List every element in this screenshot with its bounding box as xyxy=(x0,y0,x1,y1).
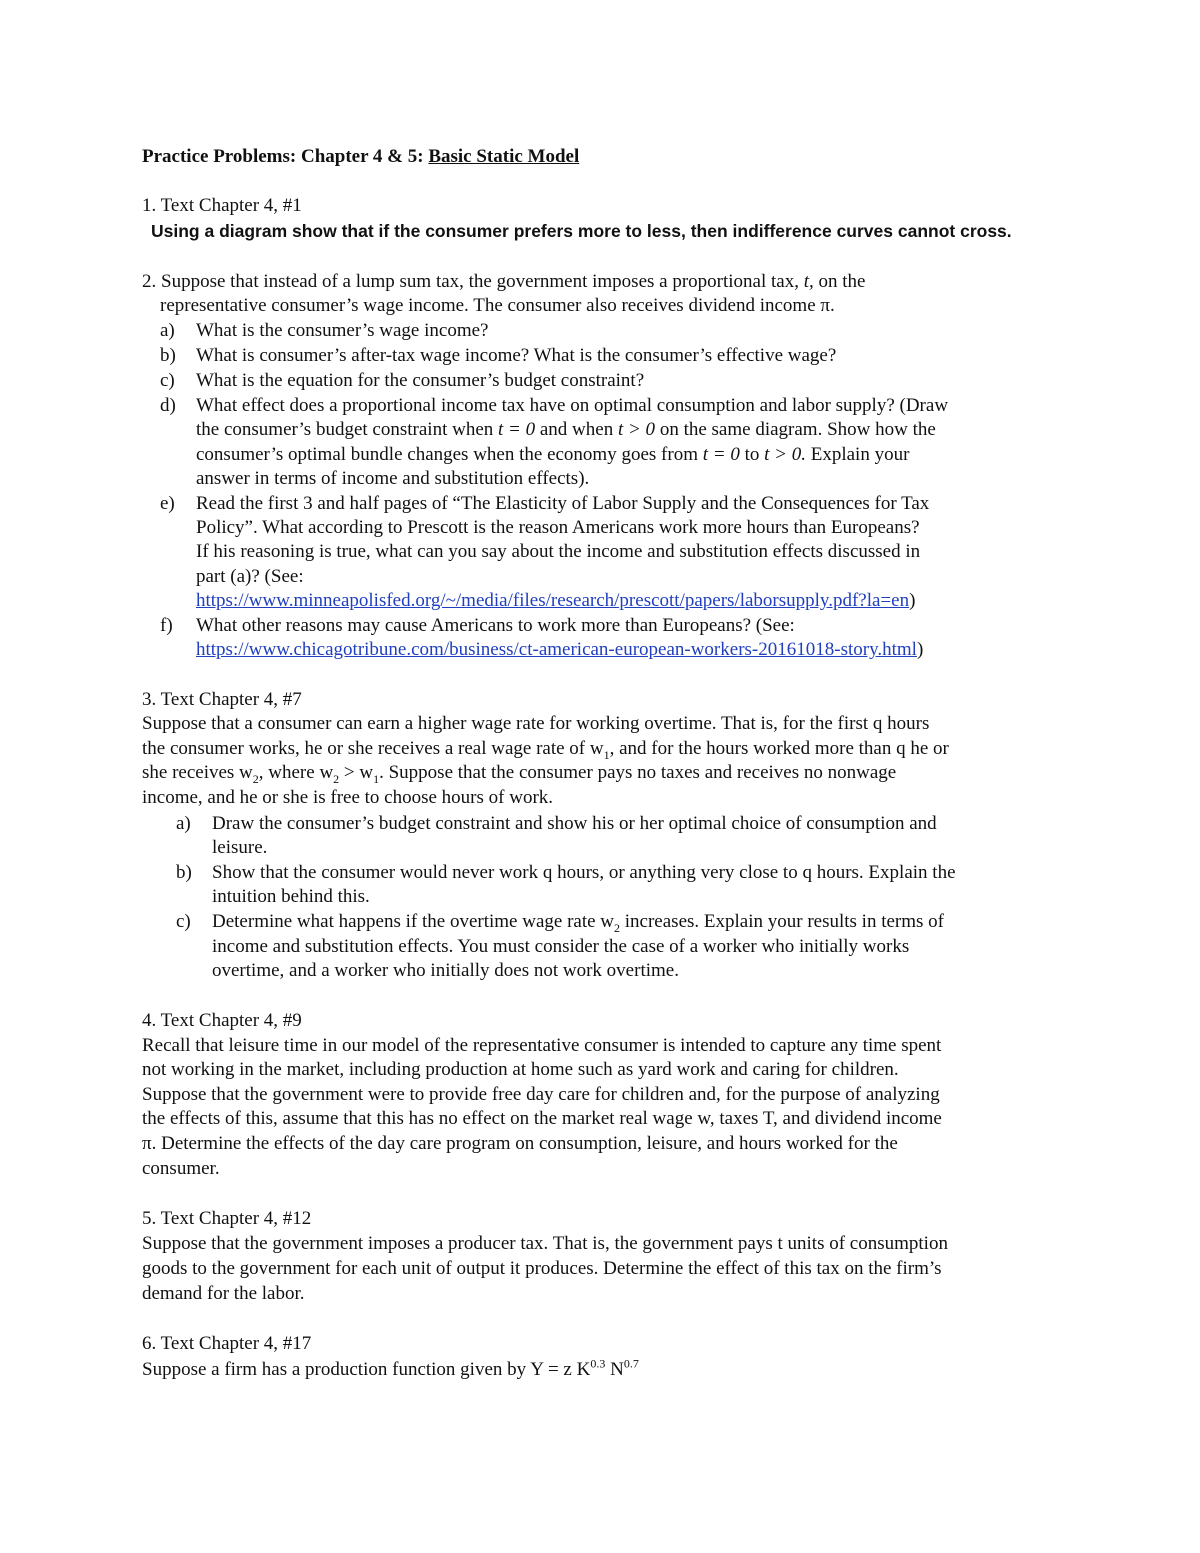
q2d-line2 xyxy=(196,418,936,442)
q2d-from: t = 0 xyxy=(702,444,740,465)
q6-p1a: Suppose a firm has a production function given by Y = z K xyxy=(142,1359,591,1380)
q2d-line3 xyxy=(196,443,909,467)
q3a-line1: Draw the consumer’s budget constraint and show his or her optimal choice of consumption and xyxy=(212,813,937,834)
q4-para-line6: consumer. xyxy=(142,1158,220,1179)
q3-p2b: , and for the hours worked more than q he or xyxy=(609,738,949,759)
chicago-tribune-link[interactable]: https://www.chicagotribune.com/business/ct-american-european-workers-20161018-story.html xyxy=(196,639,917,660)
q3b-label: b) xyxy=(176,862,192,883)
q3-para-line3 xyxy=(142,761,896,785)
q2d-line2a: the consumer’s budget constraint when xyxy=(196,419,498,440)
prescott-paper-link[interactable]: https://www.minneapolisfed.org/~/media/files/research/prescott/papers/laborsupply.pdf?la=en xyxy=(196,590,910,611)
q3c-line2: income and substitution effects. You must consider the case of a worker who initially works xyxy=(212,936,910,957)
q4-para-line3: Suppose that the government were to provide free day care for children and, for the purpose of analyzing xyxy=(142,1084,940,1105)
q3c-line3: overtime, and a worker who initially does not work overtime. xyxy=(212,960,679,981)
title-underlined: Basic Static Model xyxy=(428,146,580,167)
q5-para-line2: goods to the government for each unit of output it produces. Determine the effect of this tax on the firm’s xyxy=(142,1258,942,1279)
q2-line1-text: 2. Suppose that instead of a lump sum tax, the government imposes a proportional tax, xyxy=(142,271,804,292)
q3c-l1b: increases. Explain your results in terms of xyxy=(620,911,944,932)
q3-p2a: the consumer works, he or she receives a real wage rate of w xyxy=(142,738,604,759)
q2d-line3b: to xyxy=(739,444,765,465)
q4-header: 4. Text Chapter 4, #9 xyxy=(142,1010,302,1031)
q2d-line1: What effect does a proportional income tax have on optimal consumption and labor supply? (Draw xyxy=(196,395,949,416)
q2f-line1: What other reasons may cause Americans to work more than Europeans? (See: xyxy=(196,615,795,636)
page-title xyxy=(142,145,579,169)
q2c-label: c) xyxy=(160,370,175,391)
q3-p3-sub1: 2 xyxy=(252,771,259,786)
q2f-close-paren: ) xyxy=(916,639,924,660)
q6-exponent-n: 0.7 xyxy=(623,1356,639,1371)
q2e-line1: Read the first 3 and half pages of “The Elasticity of Labor Supply and the Consequences for Tax xyxy=(196,493,930,514)
q2f-line2 xyxy=(196,638,923,662)
q3-p2-sub: 1 xyxy=(603,747,610,762)
q2d-line2b: and when xyxy=(535,419,618,440)
q3-para-line4: income, and he or she is free to choose hours of work. xyxy=(142,787,554,808)
q6-para-line1 xyxy=(142,1358,639,1382)
q2-intro-line1 xyxy=(142,270,865,294)
q2d-line3c: Explain your xyxy=(805,444,910,465)
q5-header: 5. Text Chapter 4, #12 xyxy=(142,1208,312,1229)
q3-para-line2 xyxy=(142,737,949,761)
q3-p3-sub3: 1 xyxy=(373,771,380,786)
q6-p1b: N xyxy=(605,1359,624,1380)
q2b-text: What is consumer’s after-tax wage income? What is the consumer’s effective wage? xyxy=(196,345,837,366)
q2-tax-symbol: t, xyxy=(803,271,814,292)
q2d-t-gt-0: t > 0 xyxy=(617,419,656,440)
q2e-line3: If his reasoning is true, what can you say about the income and substitution effects discussed in xyxy=(196,541,921,562)
q2d-to: t > 0. xyxy=(764,444,806,465)
q5-para-line1: Suppose that the government imposes a producer tax. That is, the government pays t units of consumption xyxy=(142,1233,948,1254)
q2a-text: What is the consumer’s wage income? xyxy=(196,320,489,341)
q2d-label: d) xyxy=(160,395,176,416)
q2a-label: a) xyxy=(160,320,175,341)
q2-intro-line2: representative consumer’s wage income. The consumer also receives dividend income π. xyxy=(160,295,835,316)
q3-p3d: . Suppose that the consumer pays no taxes and receives no nonwage xyxy=(379,762,897,783)
title-prefix: Practice Problems: Chapter 4 & 5: xyxy=(142,146,429,167)
q1-header: 1. Text Chapter 4, #1 xyxy=(142,195,302,216)
q3b-line2: intuition behind this. xyxy=(212,886,370,907)
q3b-line1: Show that the consumer would never work q hours, or anything very close to q hours. Explain the xyxy=(212,862,956,883)
q2f-label: f) xyxy=(160,615,173,636)
q2d-line2c: on the same diagram. Show how the xyxy=(655,419,936,440)
q5-para-line3: demand for the labor. xyxy=(142,1283,305,1304)
q2e-line2: Policy”. What according to Prescott is the reason Americans work more hours than Europeans? xyxy=(196,517,920,538)
q3c-l1a: Determine what happens if the overtime wage rate w xyxy=(212,911,615,932)
q3c-label: c) xyxy=(176,911,191,932)
q3-p3a: she receives w xyxy=(142,762,253,783)
q3c-line1 xyxy=(212,910,944,934)
q6-header: 6. Text Chapter 4, #17 xyxy=(142,1333,312,1354)
q2-line1-end: on the xyxy=(813,271,866,292)
q3-p3c: > w xyxy=(339,762,374,783)
q4-para-line4: the effects of this, assume that this has no effect on the market real wage w, taxes T, and dividend income xyxy=(142,1108,942,1129)
q3a-label: a) xyxy=(176,813,191,834)
q4-para-line5: π. Determine the effects of the day care program on consumption, leisure, and hours worked for the xyxy=(142,1133,898,1154)
q2e-close-paren: ) xyxy=(909,590,916,611)
q3a-line2: leisure. xyxy=(212,837,268,858)
q2d-t-eq-0: t = 0 xyxy=(498,419,536,440)
q3-header: 3. Text Chapter 4, #7 xyxy=(142,689,302,710)
q2d-line4: answer in terms of income and substitution effects). xyxy=(196,468,590,489)
q2e-label: e) xyxy=(160,493,175,514)
q6-exponent-k: 0.3 xyxy=(590,1356,606,1371)
q2d-line3a: consumer’s optimal bundle changes when the economy goes from xyxy=(196,444,703,465)
q4-para-line2: not working in the market, including production at home such as yard work and caring for children. xyxy=(142,1059,899,1080)
q1-prompt: Using a diagram show that if the consumer prefers more to less, then indifference curves cannot cross. xyxy=(151,221,1012,241)
q2e-line4: part (a)? (See: xyxy=(196,566,304,587)
q2c-text: What is the equation for the consumer’s budget constraint? xyxy=(196,370,645,391)
q2b-label: b) xyxy=(160,345,176,366)
q4-para-line1: Recall that leisure time in our model of the representative consumer is intended to capture any time spent xyxy=(142,1035,942,1056)
q3c-l1-sub: 2 xyxy=(614,920,621,935)
q3-p3-sub2: 2 xyxy=(333,771,340,786)
q3-p3b: , where w xyxy=(258,762,334,783)
q2e-line5 xyxy=(196,589,915,613)
q3-para-line1: Suppose that a consumer can earn a higher wage rate for working overtime. That is, for the first q hours xyxy=(142,713,930,734)
